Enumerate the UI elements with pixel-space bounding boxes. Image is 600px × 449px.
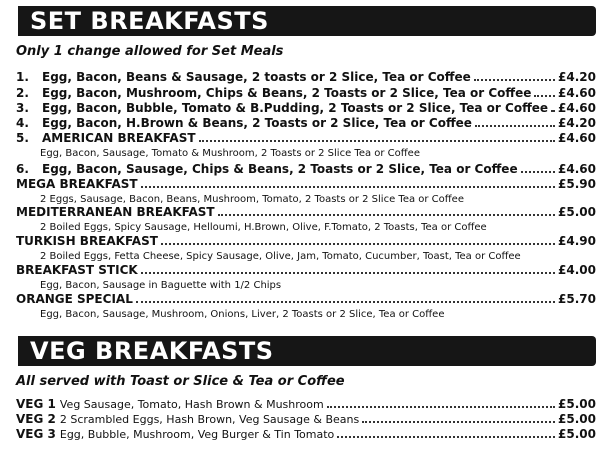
leader-dots	[199, 131, 555, 142]
leader-dots	[141, 263, 555, 274]
item-name: MEDITERRANEAN BREAKFAST	[16, 205, 215, 219]
veg-item	[16, 427, 596, 443]
leader-dots	[218, 205, 555, 216]
leader-dots	[136, 292, 555, 303]
veg-description: 2 Scrambled Eggs, Hash Brown, Veg Sausage & Beans	[59, 413, 360, 426]
veg-description: Egg, Bubble, Mushroom, Veg Burger & Tin Tomato	[59, 428, 335, 441]
item-description: 2 Boiled Eggs, Spicy Sausage, Helloumi, H.Brown, Olive, F.Tomato, 2 Toasts, Tea or Coffee	[40, 222, 487, 233]
item-price: £4.00	[558, 263, 596, 277]
item-price: £4.20	[558, 70, 596, 84]
set-breakfasts-title: SET BREAKFASTS	[30, 7, 269, 35]
item-name: Egg, Bacon, Sausage, Chips & Beans, 2 Toasts or 2 Slice, Tea or Coffee	[42, 162, 518, 176]
item-description: Egg, Bacon, Sausage, Tomato & Mushroom, 2 Toasts or 2 Slice Tea or Coffee	[40, 148, 420, 159]
item-price: £5.00	[558, 412, 596, 426]
menu-item	[16, 131, 596, 147]
item-number: 3.	[16, 101, 29, 115]
menu-item	[16, 234, 596, 250]
veg-breakfasts-title: VEG BREAKFASTS	[30, 337, 274, 365]
menu-item	[16, 162, 596, 178]
set-subtitle: Only 1 change allowed for Set Meals	[16, 44, 284, 59]
item-price: £5.70	[558, 292, 596, 306]
item-description: Egg, Bacon, Sausage in Baguette with 1/2 Chips	[40, 280, 282, 291]
veg-item	[16, 412, 596, 428]
menu-item	[16, 292, 596, 308]
item-name: Egg, Bacon, Mushroom, Chips & Beans, 2 Toasts or 2 Slice, Tea or Coffee	[42, 86, 532, 100]
item-price: £4.60	[558, 86, 596, 100]
item-price: £5.00	[558, 427, 596, 441]
veg-breakfasts-banner	[18, 336, 596, 366]
item-price: £5.00	[558, 397, 596, 411]
menu-item	[16, 116, 596, 132]
leader-dots	[474, 70, 555, 81]
menu-item	[16, 177, 596, 193]
leader-dots	[534, 86, 555, 97]
item-number: 6.	[16, 162, 29, 176]
item-price: £4.60	[558, 101, 596, 115]
menu-item	[16, 263, 596, 279]
menu-item	[16, 70, 596, 86]
item-number: 5.	[16, 131, 29, 145]
item-name: AMERICAN BREAKFAST	[42, 131, 196, 145]
item-price: £5.00	[558, 205, 596, 219]
menu-item	[16, 101, 596, 117]
veg-description: Veg Sausage, Tomato, Hash Brown & Mushroom	[59, 398, 324, 411]
item-name: ORANGE SPECIAL	[16, 292, 133, 306]
item-number: 1.	[16, 70, 29, 84]
item-number: 4.	[16, 116, 29, 130]
veg-code: VEG 3	[16, 427, 56, 441]
item-number: 2.	[16, 86, 29, 100]
veg-subtitle: All served with Toast or Slice & Tea or Coffee	[16, 374, 345, 389]
item-description: 2 Boiled Eggs, Fetta Cheese, Spicy Sausage, Olive, Jam, Tomato, Cucumber, Toast, Tea or Coffee	[40, 251, 521, 262]
leader-dots	[362, 412, 555, 423]
leader-dots	[551, 101, 555, 112]
item-price: £4.60	[558, 162, 596, 176]
leader-dots	[337, 427, 555, 438]
item-name: TURKISH BREAKFAST	[16, 234, 158, 248]
veg-item	[16, 397, 596, 413]
item-description: 2 Eggs, Sausage, Bacon, Beans, Mushroom, Tomato, 2 Toasts or 2 Slice Tea or Coffee	[40, 194, 464, 205]
item-name: BREAKFAST STICK	[16, 263, 138, 277]
menu-item	[16, 86, 596, 102]
veg-code: VEG 1	[16, 397, 56, 411]
leader-dots	[475, 116, 555, 127]
veg-code: VEG 2	[16, 412, 56, 426]
item-price: £5.90	[558, 177, 596, 191]
item-price: £4.20	[558, 116, 596, 130]
item-price: £4.90	[558, 234, 596, 248]
leader-dots	[327, 397, 555, 408]
item-name: Egg, Bacon, Bubble, Tomato & B.Pudding, 2 Toasts or 2 Slice, Tea or Coffee	[42, 101, 549, 115]
item-price: £4.60	[558, 131, 596, 145]
leader-dots	[161, 234, 555, 245]
set-breakfasts-banner	[18, 6, 596, 36]
leader-dots	[521, 162, 555, 173]
item-name: MEGA BREAKFAST	[16, 177, 138, 191]
item-name: Egg, Bacon, Beans & Sausage, 2 toasts or 2 Slice, Tea or Coffee	[42, 70, 471, 84]
menu-item	[16, 205, 596, 221]
item-description: Egg, Bacon, Sausage, Mushroom, Onions, Liver, 2 Toasts or 2 Slice, Tea or Coffee	[40, 309, 445, 320]
leader-dots	[141, 177, 555, 188]
item-name: Egg, Bacon, H.Brown & Beans, 2 Toasts or 2 Slice, Tea or Coffee	[42, 116, 472, 130]
